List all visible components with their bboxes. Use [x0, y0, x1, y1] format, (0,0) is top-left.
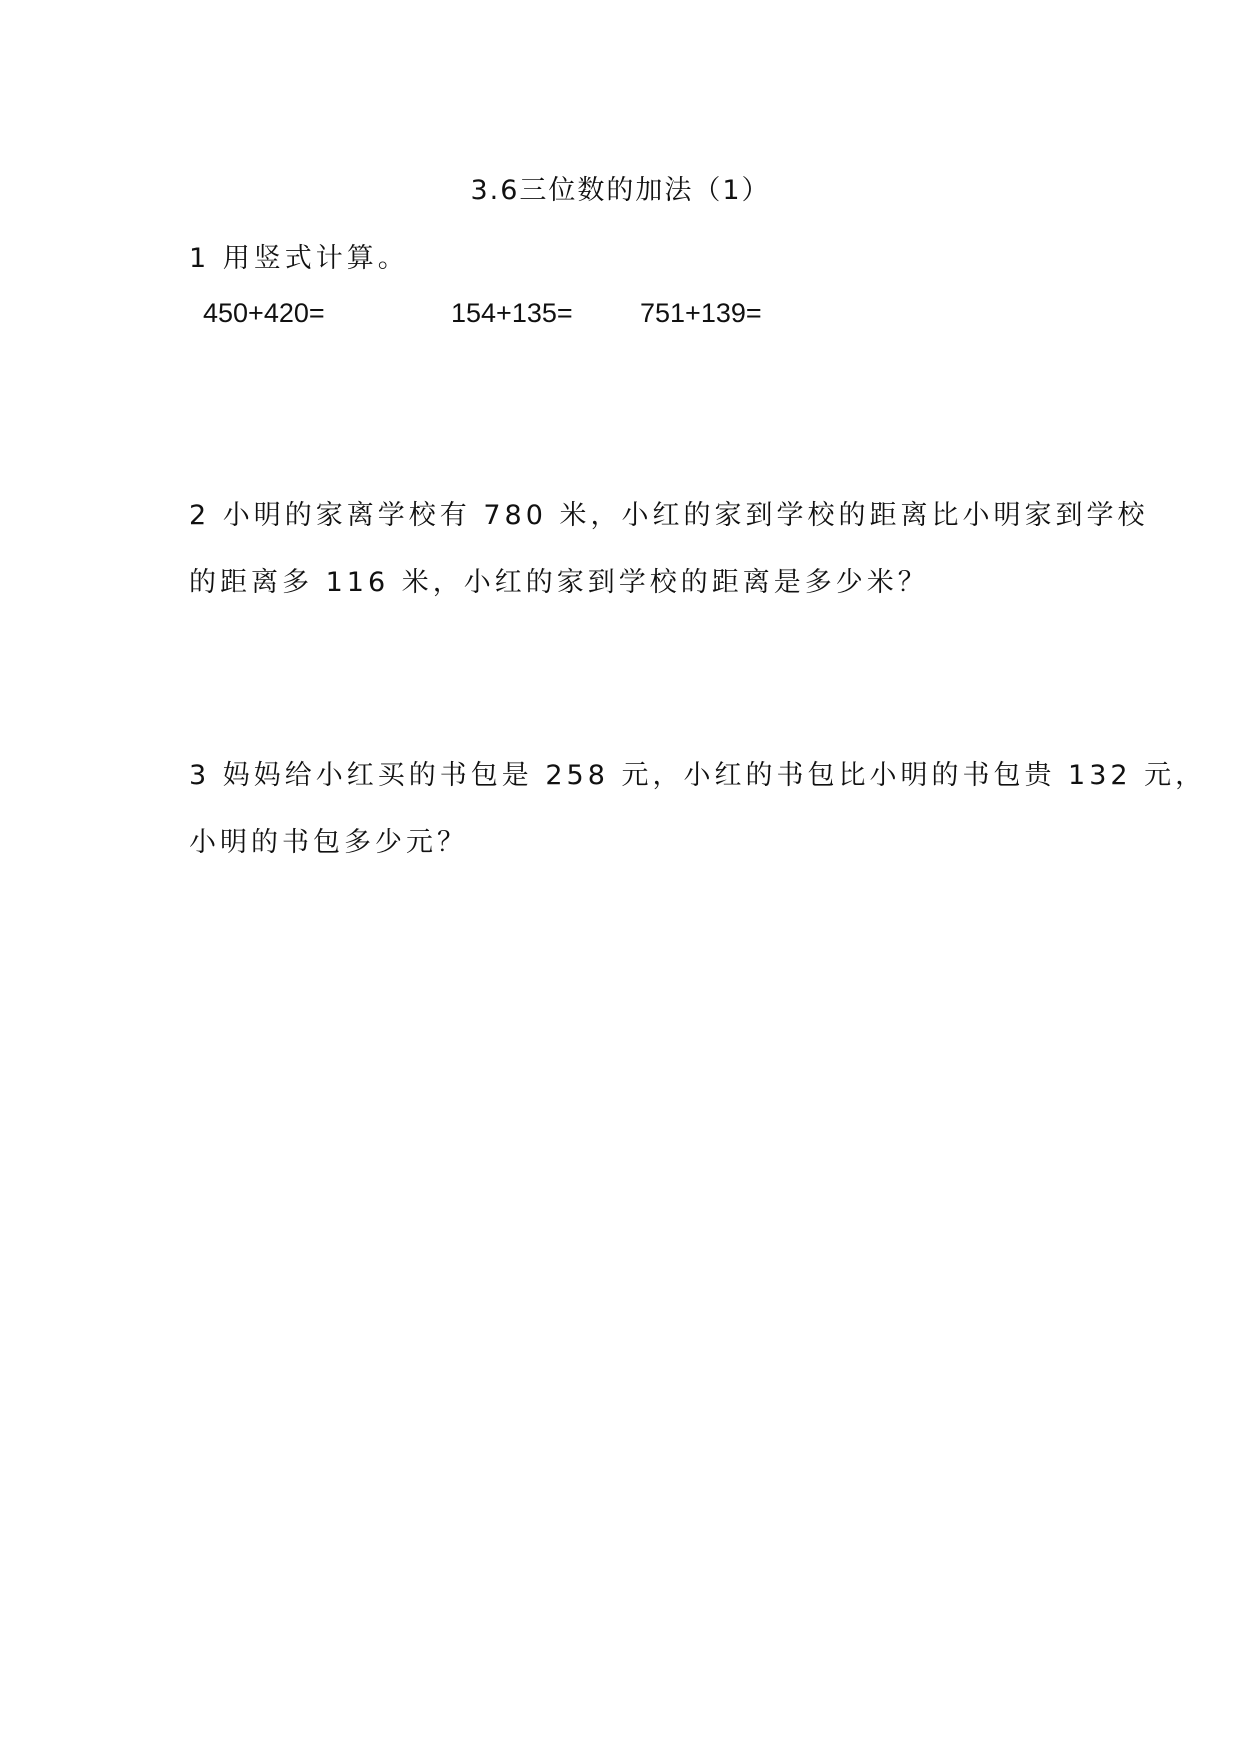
question-2-line-2: 的距离多 116 米，小红的家到学校的距离是多少米？: [189, 567, 929, 598]
question-2-line-1: 2 小明的家离学校有 780 米，小红的家到学校的距离比小明家到学校: [189, 500, 1149, 531]
expression-1: 450+420=: [203, 298, 325, 328]
expression-2: 154+135=: [451, 298, 573, 328]
expression-3: 751+139=: [640, 298, 762, 328]
question-3-line-2: 小明的书包多少元？: [189, 827, 468, 858]
question-1-prompt: 1 用竖式计算。: [189, 243, 409, 274]
page-title: 3.6三位数的加法（1）: [470, 175, 771, 206]
question-3-line-1: 3 妈妈给小红买的书包是 258 元，小红的书包比小明的书包贵 132 元，: [189, 760, 1207, 791]
